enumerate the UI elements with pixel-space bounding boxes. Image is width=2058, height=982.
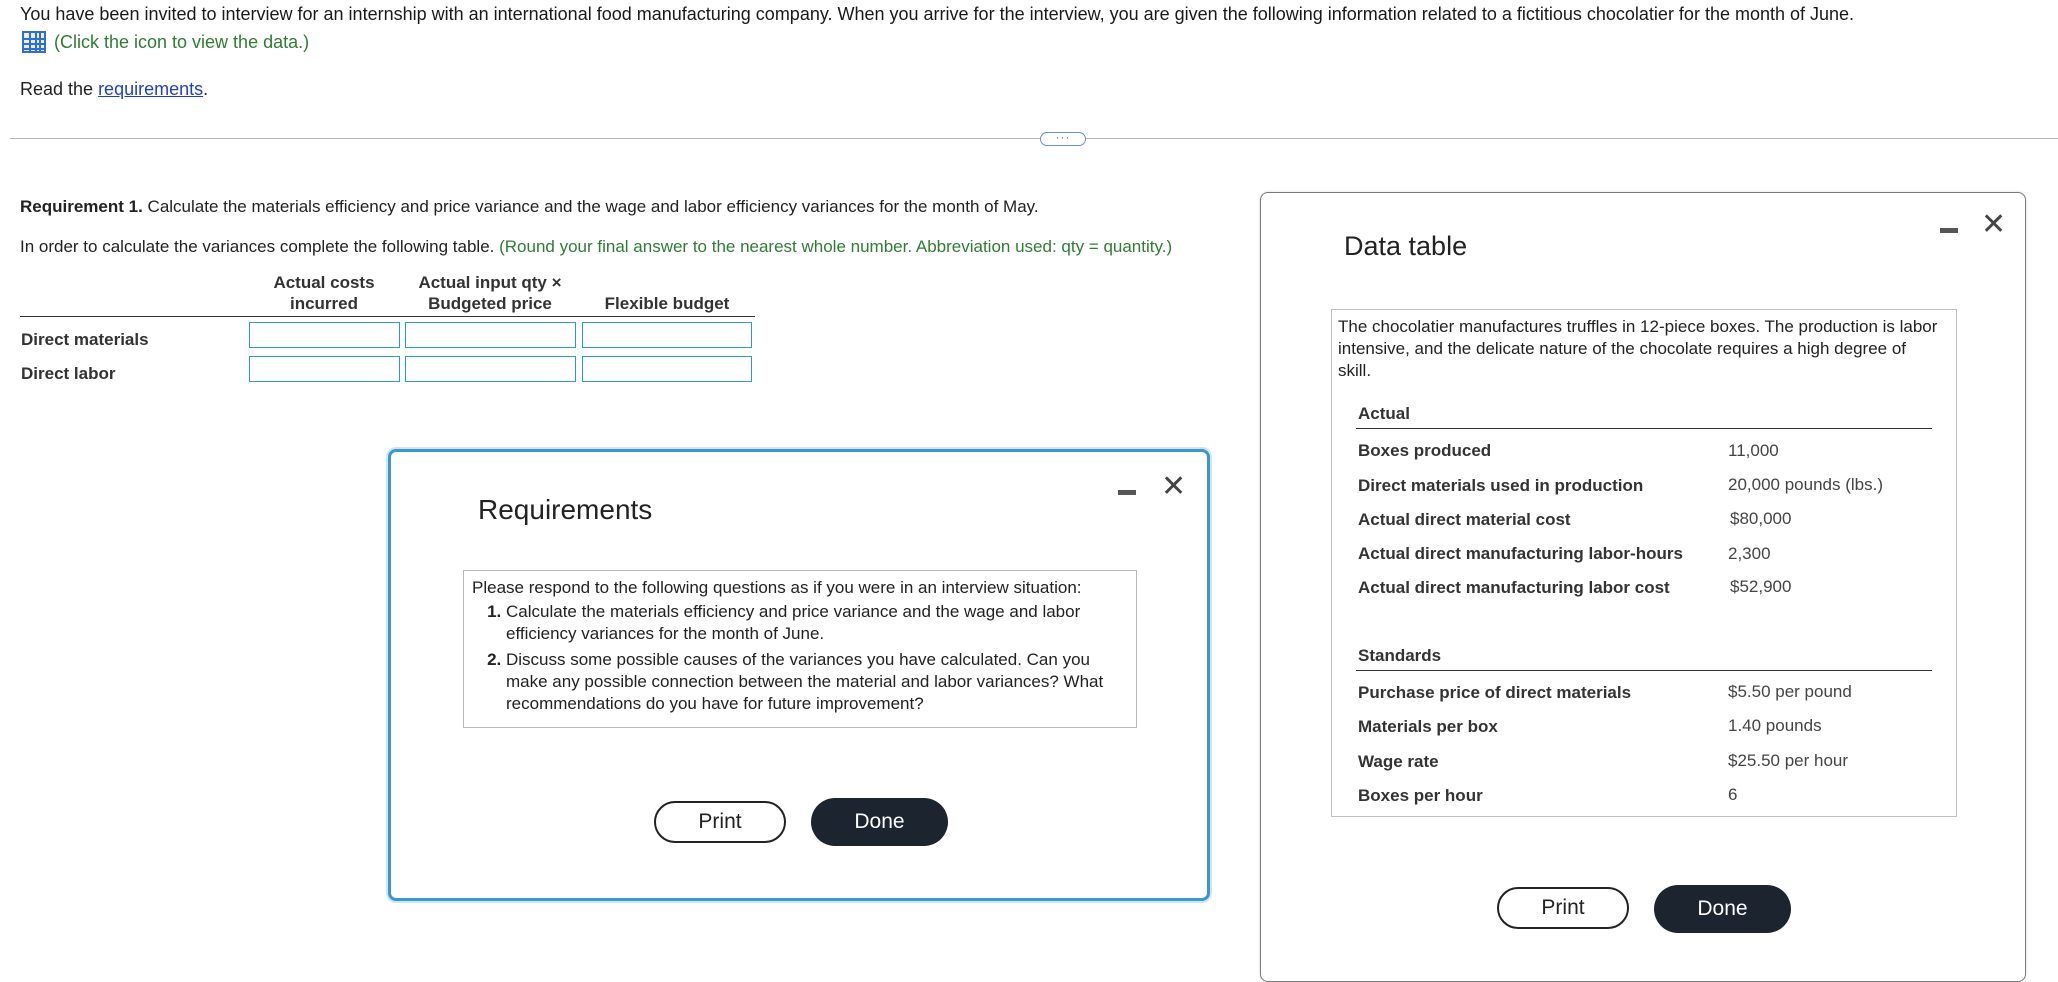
data-value: $5.50 per pound bbox=[1728, 682, 1852, 701]
data-value: 1.40 pounds bbox=[1728, 716, 1822, 735]
table-header-rule bbox=[20, 316, 755, 317]
data-intro: The chocolatier manufactures truffles in 12-piece boxes. The production is labor intensive, and the delicate nature of the chocolate requires a high degree of skill. bbox=[1338, 317, 1938, 380]
done-button[interactable]: Done bbox=[1654, 885, 1791, 933]
data-table-dialog bbox=[1260, 192, 2026, 982]
minimize-icon[interactable] bbox=[1118, 490, 1136, 495]
requirement-item: 2. Discuss some possible causes of the variances you have calculated. Can you make any possible connection between the material and labor variances? What recommendations do you have for future improvement? bbox=[506, 649, 1128, 715]
dm-actual-input-budgeted-input[interactable] bbox=[405, 322, 576, 348]
data-value: $52,900 bbox=[1730, 577, 1792, 596]
table-instruction: In order to calculate the variances complete the following table. (Round your final answer to the nearest whole number. Abbreviation used: qty = quantity.) bbox=[20, 237, 1173, 256]
data-value: $25.50 per hour bbox=[1728, 751, 1849, 770]
data-label: Actual direct material cost bbox=[1358, 510, 1571, 529]
print-button[interactable]: Print bbox=[654, 801, 786, 843]
standards-section-header: Standards bbox=[1358, 646, 1442, 665]
requirements-lead: Please respond to the following questions as if you were in an interview situation: bbox=[472, 578, 1082, 597]
actual-rule bbox=[1356, 428, 1932, 429]
requirements-list-box bbox=[463, 570, 1137, 728]
data-value: $80,000 bbox=[1730, 509, 1792, 528]
dm-flexible-budget-input[interactable] bbox=[582, 322, 752, 348]
data-label: Boxes per hour bbox=[1358, 786, 1483, 805]
requirement-1: Requirement 1. Calculate the materials efficiency and price variance and the wage and labor efficiency variances for the month of May. bbox=[20, 197, 1039, 216]
dl-actual-input-budgeted-input[interactable] bbox=[405, 356, 576, 382]
section-divider bbox=[10, 138, 2058, 139]
data-value: 2,300 bbox=[1728, 544, 1771, 563]
data-value: 6 bbox=[1728, 785, 1738, 804]
data-label: Purchase price of direct materials bbox=[1358, 683, 1632, 702]
dl-actual-costs-input[interactable] bbox=[249, 356, 400, 382]
read-requirements-line: Read the requirements. bbox=[20, 79, 209, 99]
data-table-box bbox=[1331, 309, 1957, 817]
data-table-title: Data table bbox=[1344, 231, 1468, 261]
requirements-title: Requirements bbox=[478, 494, 653, 525]
standards-rule bbox=[1356, 670, 1932, 671]
requirement-item: 1. Calculate the materials efficiency and price variance and the wage and labor efficiency variances for the month of June. bbox=[506, 601, 1128, 645]
actual-section-header: Actual bbox=[1358, 404, 1410, 423]
view-data-text[interactable]: (Click the icon to view the data.) bbox=[54, 31, 310, 52]
close-icon[interactable]: ✕ bbox=[1981, 208, 2007, 241]
requirements-link[interactable]: requirements bbox=[98, 79, 204, 99]
print-button[interactable]: Print bbox=[1497, 887, 1629, 929]
data-value: 20,000 pounds (lbs.) bbox=[1728, 475, 1883, 494]
dm-actual-costs-input[interactable] bbox=[249, 322, 400, 348]
row-label-direct-labor: Direct labor bbox=[21, 364, 116, 383]
data-label: Actual direct manufacturing labor-hours bbox=[1358, 544, 1683, 563]
rounding-hint: (Round your final answer to the nearest whole number. Abbreviation used: qty = quantity.) bbox=[499, 237, 1173, 256]
divider-expand-handle[interactable]: ··· bbox=[1040, 132, 1086, 146]
data-label: Direct materials used in production bbox=[1358, 476, 1644, 495]
col-header-flexible-budget: Flexible budget bbox=[604, 294, 730, 313]
col-header-actual-costs: Actual costs incurred bbox=[273, 273, 375, 313]
data-label: Wage rate bbox=[1358, 752, 1439, 771]
dl-flexible-budget-input[interactable] bbox=[582, 356, 752, 382]
done-button[interactable]: Done bbox=[811, 798, 948, 846]
close-icon[interactable]: ✕ bbox=[1161, 470, 1187, 503]
data-label: Boxes produced bbox=[1358, 441, 1492, 460]
minimize-icon[interactable] bbox=[1940, 228, 1958, 233]
intro-text: You have been invited to interview for an internship with an international food manufacturing company. When you arrive for the interview, you are given the following information related to a fictitious chocolatier for the month of June. bbox=[20, 4, 1855, 24]
data-value: 11,000 bbox=[1728, 441, 1779, 460]
data-label: Materials per box bbox=[1358, 717, 1498, 736]
data-label: Actual direct manufacturing labor cost bbox=[1358, 578, 1670, 597]
table-grid-icon[interactable] bbox=[22, 31, 46, 53]
col-header-actual-input: Actual input qty × Budgeted price bbox=[418, 273, 562, 313]
requirements-list bbox=[472, 601, 1128, 715]
row-label-direct-materials: Direct materials bbox=[21, 330, 149, 349]
view-data-link[interactable] bbox=[22, 31, 309, 53]
requirements-dialog bbox=[388, 449, 1210, 901]
